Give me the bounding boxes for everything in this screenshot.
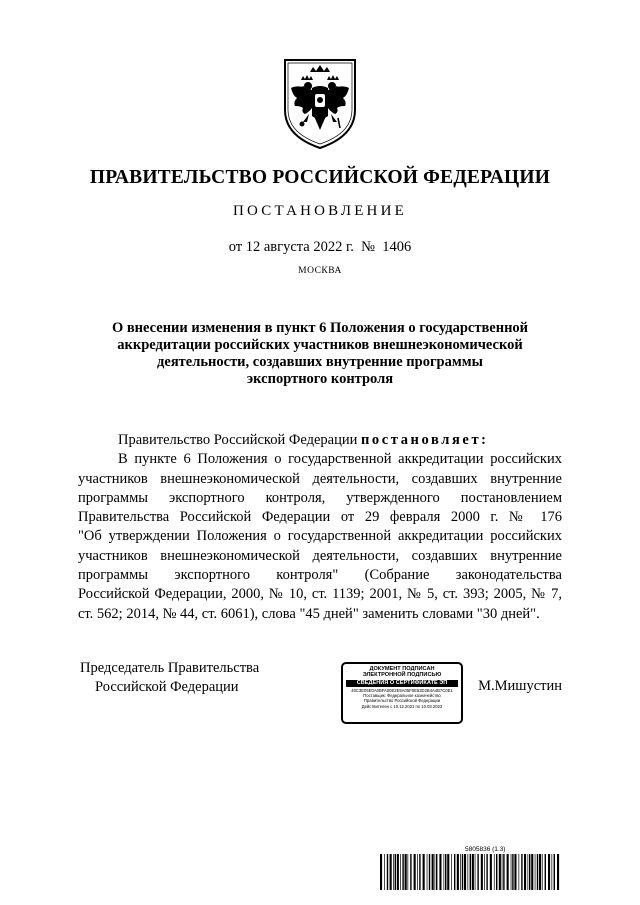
signatory-title-line: Российской Федерации [95, 679, 239, 695]
subject-line: деятельности, создавших внутренние программы [157, 354, 483, 370]
body-line: Правительства Российской Федерации от 29 февраля 2000 г. № 176 [78, 509, 562, 526]
body-line: программы экспортного контроля" (Собрание законодательства [78, 567, 562, 584]
document-date-number: от 12 августа 2022 г. № 1406 [228, 239, 412, 255]
body-line: участников внешнеэкономической деятельности, создавших внутренние [78, 470, 562, 487]
barcode [380, 854, 562, 890]
esig-validity: Действителен с 10.12.2021 по 10.03.2023 [361, 703, 443, 709]
esig-owner: Правительство Российской Федерации [363, 698, 441, 704]
body-line: участников внешнеэкономической деятельности, создавших внутренние [78, 547, 562, 564]
document-city: МОСКВА [298, 266, 342, 276]
esig-heading: ДОКУМЕНТ ПОДПИСАН [369, 666, 435, 672]
body-line: ст. 562; 2014, № 44, ст. 6061), слова "45 дней" заменить словами "30 дней". [78, 605, 540, 622]
decree-word: постановляет: [360, 432, 489, 448]
subject-line: экспортного контроля [246, 371, 394, 387]
signatory-name: М.Мишустин [478, 678, 562, 694]
body-line: "Об утверждении Положения о государственной аккредитации российских [78, 528, 562, 545]
esig-certificate-bar: СВЕДЕНИЯ О СЕРТИФИКАТЕ ЭП [346, 680, 458, 687]
intro-prefix: Правительство Российской Федерации [118, 432, 361, 448]
subject-line: О внесении изменения в пункт 6 Положения о государственной [111, 320, 529, 336]
signatory-title [80, 659, 259, 697]
government-title: ПРАВИТЕЛЬСТВО РОССИЙСКОЙ ФЕДЕРАЦИИ [89, 167, 551, 188]
document-subject [90, 320, 550, 388]
subject-line: аккредитации российских участников внешнеэкономической [117, 337, 523, 353]
body-line: В пункте 6 Положения о государственной аккредитации российских [118, 451, 562, 468]
coat-of-arms-emblem [281, 58, 359, 150]
body-line: программы экспортного контроля, утвержденного постановлением [78, 489, 562, 506]
document-type: ПОСТАНОВЛЕНИЕ [233, 203, 407, 219]
document-body [78, 431, 562, 624]
esig-issuer: Поставщик: Федеральное казначейство [363, 693, 441, 699]
esig-certificate-id: 40C3E05E0A0BFA00E2E9A05F0E53D2B4A4B7C0E1 [351, 687, 453, 693]
barcode-number: 5805836 (1.3) [465, 846, 506, 853]
intro-line [78, 431, 562, 450]
body-line: Российской Федерации, 2000, № 10, ст. 1139; 2001, № 5, ст. 393; 2005, № 7, [78, 586, 562, 603]
signatory-title-line: Председатель Правительства [80, 660, 260, 676]
electronic-signature-stamp [341, 662, 463, 724]
esig-heading: ЭЛЕКТРОННОЙ ПОДПИСЬЮ [362, 672, 442, 679]
